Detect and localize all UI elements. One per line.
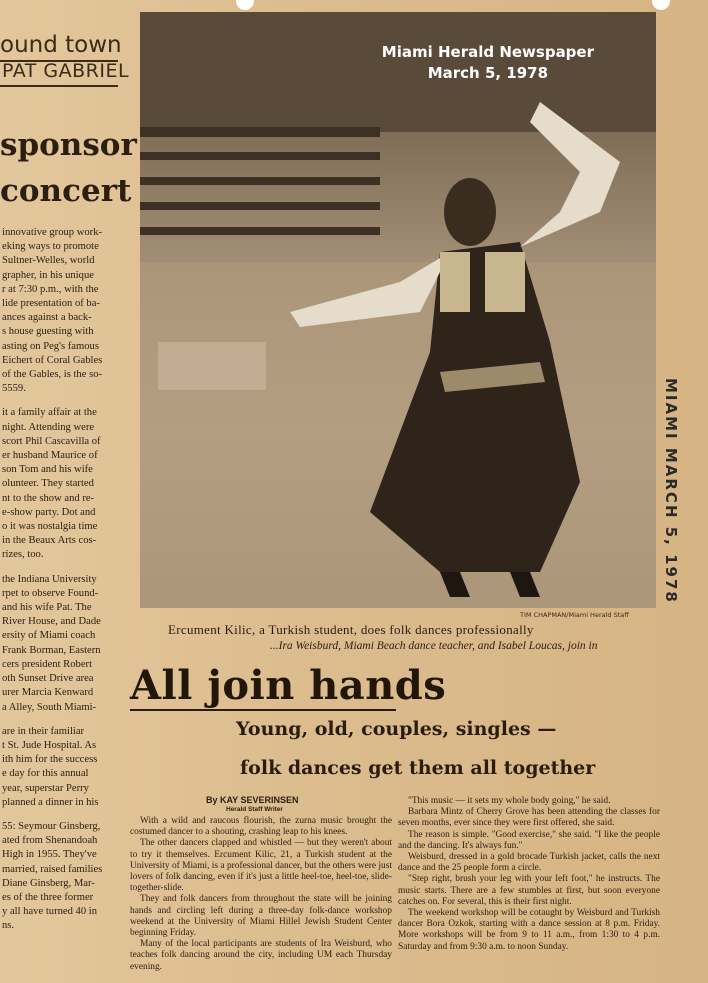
overlay-title-line: Miami Herald Newspaper xyxy=(381,43,594,61)
article-column-2 xyxy=(398,796,660,953)
article-paragraph: "Step right, brush your leg with your left foot," he instructs. The music starts. There are a few stumbles at first, but soon everyone catches on. For several, this is their first night. xyxy=(398,874,660,907)
column-kicker: sponsor xyxy=(0,127,137,163)
overlay-title-line: March 5, 1978 xyxy=(427,64,549,82)
photo-overlay-title xyxy=(382,42,594,84)
article-paragraph: They and folk dancers from throughout the state will be joining hands and circling left during a three-day folk-dance workshop weekend at the University of Miami Hillel Jewish Student Center beginning Friday. xyxy=(130,894,392,939)
handwritten-note-text: MIAMI MARCH 5, 1978 xyxy=(662,378,680,604)
photo-caption: Ercument Kilic, a Turkish student, does folk dances professionally xyxy=(168,622,534,637)
handwritten-date-note xyxy=(662,378,692,618)
dancer-illustration xyxy=(140,12,656,608)
headline-rule xyxy=(130,709,396,711)
column-paragraph: it a family affair at the night. Attending were scort Phil Cascavilla of er husband Maurice of son Tom and his wife olunteer. They started nt to the show and re- e-show party. Dot and o it was nostalgia time in the Beaux Arts cos- rizes, too. xyxy=(2,407,101,561)
article-paragraph: The reason is simple. "Good exercise," she said. "I like the people and the dancing. It's always fun." xyxy=(398,829,660,851)
article-headline: All join hands xyxy=(130,662,447,709)
photo-caption-continuation: ...Ira Weisburd, Miami Beach dance teacher, and Isabel Loucas, join in xyxy=(270,640,598,652)
article-paragraph: The other dancers clapped and whistled — but they weren't about to try it themselves. Ercument Kilic, 21, a Turkish student at the University of Miami, is a professional dancer, but the others were just lovers of folk dancing, even if it's just a little heel-toe, heel-toe, slide-together-slide. xyxy=(130,838,392,894)
column-kicker: concert xyxy=(0,173,132,209)
article-column-1 xyxy=(130,816,392,973)
column-rule xyxy=(0,85,118,87)
article-paragraph: The weekend workshop will be cotaught by Weisburd and Turkish dancer Bora Ozkok, starting with a dance session at 8 p.m. Friday. More workshops will be from 9 to 11 a.m., from 1:30 to 4 p.m. Saturday and from 9:30 a.m. to noon Sunday. xyxy=(398,908,660,952)
article-paragraph: "This music — it sets my whole body going," he said. xyxy=(408,796,611,806)
column-paragraph: innovative group work- eking ways to promote Sultner-Welles, world grapher, in his unique r at 7:30 p.m., with the lide presentation of ba- ances against a back- s house guesting with asting on Peg's famous Eichert of Coral Gables of the Gables, is the so- 5559. xyxy=(2,227,103,395)
article-paragraph: Barbara Mintz of Cherry Grove has been attending the classes for seven months, ever since they were first offered, she said. xyxy=(398,807,660,829)
photo-credit: TIM CHAPMAN/Miami Herald Staff xyxy=(520,611,629,619)
hole-punch xyxy=(236,0,254,10)
article-paragraph: Weisburd, dressed in a gold brocade Turkish jacket, calls the next dance and the 25 people form a circle. xyxy=(398,852,660,874)
byline: By KAY SEVERINSEN xyxy=(206,795,299,805)
article-subhead: Young, old, couples, singles — xyxy=(236,718,557,740)
column-author: PAT GABRIEL xyxy=(2,60,130,82)
column-name: ound town xyxy=(0,32,122,58)
article-subhead: folk dances get them all together xyxy=(240,757,596,779)
column-paragraph: the Indiana University rpet to observe Found- and his wife Pat. The River House, and Dade ersity of Miami coach Frank Borman, Eastern cers president Robert oth Sunset Drive area urer Marcia Kenward a Alley, South Miami- xyxy=(2,573,101,713)
article-paragraph: Many of the local participants are students of Ira Weisburd, who teaches folk dancing around the city, including UM each Thursday evening. xyxy=(130,939,392,972)
dancer-photo xyxy=(140,12,656,608)
column-body xyxy=(2,226,126,944)
byline-role: Herald Staff Writer xyxy=(226,806,283,813)
hole-punch xyxy=(652,0,670,10)
column-paragraph: are in their familiar t St. Jude Hospital. As ith him for the success e day for this annual year, superstar Perry planned a dinner in his xyxy=(2,725,99,808)
article-paragraph: With a wild and raucous flourish, the zurna music brought the costumed dancer to a shouting, crashing leap to his knees. xyxy=(130,816,392,838)
column-paragraph: 55: Seymour Ginsberg, ated from Shenandoah High in 1955. They've married, raised families Diane Ginsberg, Mar- es of the three former y all have turned 40 in ns. xyxy=(2,820,103,932)
